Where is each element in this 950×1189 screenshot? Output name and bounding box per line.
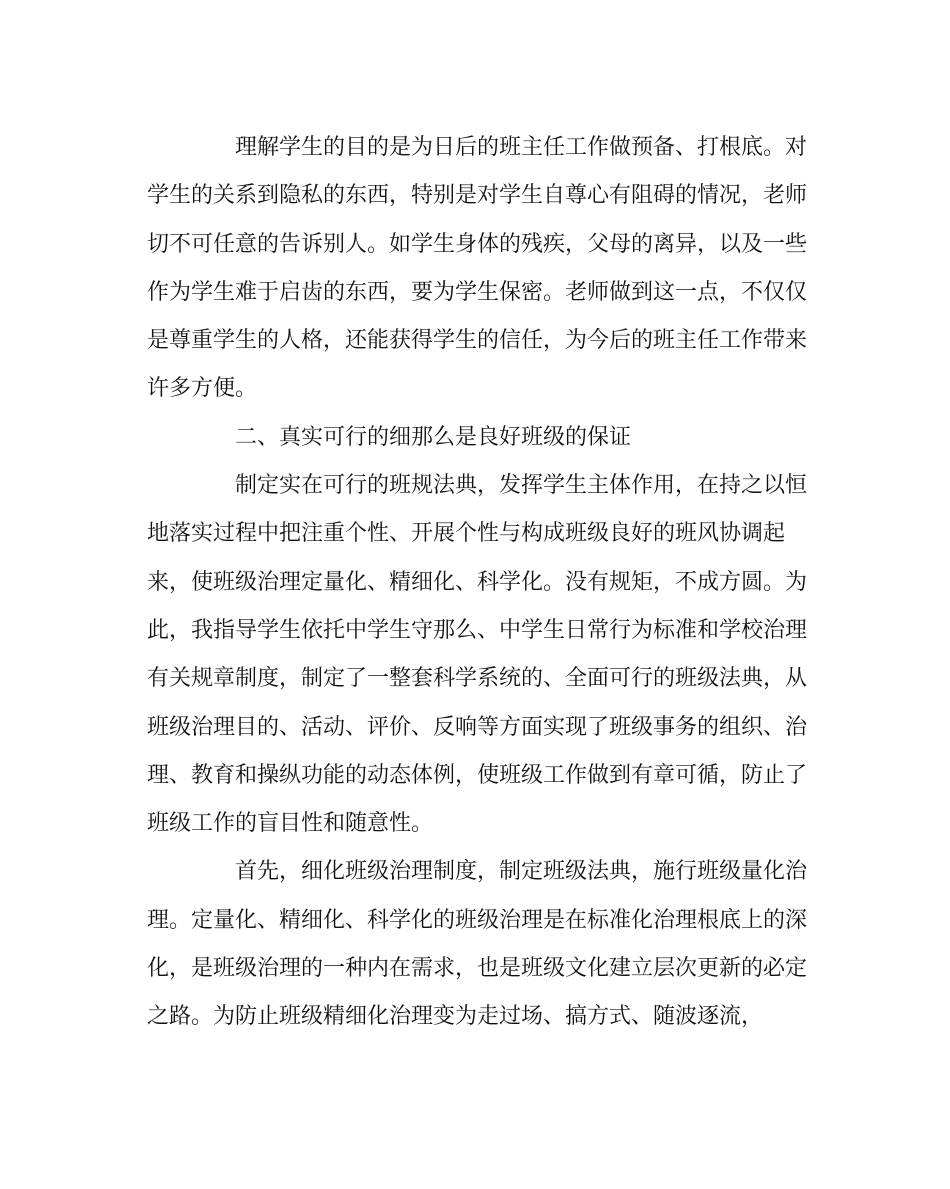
- body-text: [147, 124, 807, 1042]
- text-line: 作为学生难于启齿的东西，要为学生保密。老师做到这一点，不仅仅: [147, 279, 808, 305]
- text-line: 班级工作的盲目性和随意性。: [147, 811, 434, 837]
- text-line: 首先，细化班级治理制度，制定班级法典，施行班级量化治: [235, 859, 808, 885]
- text-line: 地落实过程中把注重个性、开展个性与构成班级良好的班风协调起: [147, 521, 786, 547]
- text-line: 许多方便。: [147, 376, 258, 402]
- text-line: 切不可任意的告诉别人。如学生身体的残疾，父母的离异，以及一些: [147, 231, 808, 257]
- text-line: 理、教育和操纵功能的动态体例，使班级工作做到有章可循，防止了: [147, 762, 808, 788]
- text-line: 此，我指导学生依托中学生守那么、中学生日常行为标准和学校治理: [147, 617, 808, 643]
- text-line: 理。定量化、精细化、科学化的班级治理是在标准化治理根底上的深: [147, 907, 808, 933]
- text-line: 二、真实可行的细那么是良好班级的保证: [235, 424, 632, 450]
- text-line: 理解学生的目的是为日后的班主任工作做预备、打根底。对: [235, 135, 808, 160]
- text-line: 制定实在可行的班规法典，发挥学生主体作用，在持之以恒: [235, 473, 808, 499]
- text-line: 是尊重学生的人格，还能获得学生的信任，为今后的班主任工作带来: [147, 328, 808, 354]
- text-line: 化，是班级治理的一种内在需求，也是班级文化建立层次更新的必定: [147, 956, 808, 982]
- text-line: 班级治理目的、活动、评价、反响等方面实现了班级事务的组织、治: [147, 714, 808, 740]
- text-line: 之路。为防止班级精细化治理变为走过场、搞方式、随波逐流，: [147, 1004, 764, 1030]
- text-line: 来，使班级治理定量化、精细化、科学化。没有规矩，不成方圆。为: [147, 569, 808, 595]
- text-line: 学生的关系到隐私的东西，特别是对学生自尊心有阻碍的情况，老师: [147, 183, 808, 209]
- text-line: 有关规章制度，制定了一整套科学系统的、全面可行的班级法典，从: [147, 666, 808, 692]
